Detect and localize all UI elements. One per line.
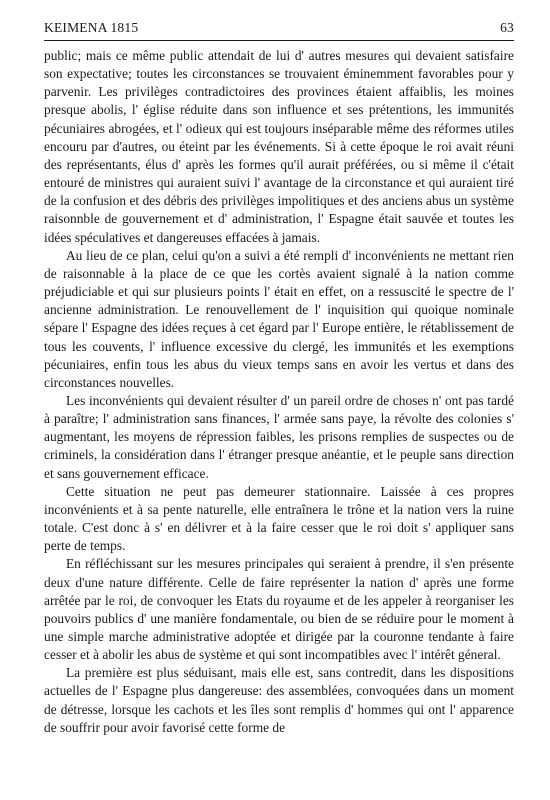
header-rule <box>44 40 514 41</box>
paragraph-5: En réfléchissant sur les mesures principales qui seraient à prendre, il s'en présente deux d'une nature différente. Celle de faire représenter la nation d' après une forme arrêtée par le roi, de convoquer les Etats du royaume et de les appeler à reorganiser les pouvoirs publics d' une manière fondamentale, ou bien de se réduire pour le moment à une simple marche administrative adoptée et dirigée par la couronne tendante à faire cesser et à abolir les abus de système et qui sont incompatibles avec l' intérêt géneral. <box>44 556 514 663</box>
body-text <box>44 47 514 737</box>
paragraph-4: Cette situation ne peut pas demeurer stationnaire. Laissée à ces propres inconvénients et à sa pente naturelle, elle entraînera le trône et la nation vers la ruine totale. C'est donc à s' en délivrer et à la faire cesser que le roi doit s' appliquer sans perte de temps. <box>44 483 514 554</box>
page-number: 63 <box>500 20 514 35</box>
paragraph-6: La première est plus séduisant, mais elle est, sans contredit, dans les dispositions actuelles de l' Espagne plus dangereuse: des assemblées, convoquées dans un moment de détresse, lorsque les cachots et les îles sont remplis d' hommes qui ont l' apparence de souffrir pour avoir favorisé cette forme de <box>44 665 514 735</box>
paragraph-1: public; mais ce même public attendait de lui d' autres mesures qui devaient satisfaire son expectative; toutes les circonstances se trouvaient éminemment favorables pour y parvenir. Les privilèges contradictoires des provinces étaient affaiblis, les moines presque abolis, l' église réduite dans son influence et ses prétentions, les immunités pécuniaires abrogées, et l' odieux qui est toujours inséparable même des réformes utiles encouru par d'autres, ou éteint par les événements. Si à cette époque le roi avait réuni des représentants, élus d' après les formes qu'il aurait préférées, ou si même il c'était entouré de ministres qui auraient suivi l' avantage de la circonstance et qui auraient tiré de la confusion et des débris des privilèges impolitiques et des anciens abus un système raisonnble de gouvernement et d' administration, l' Espagne était sauvée et toutes les idées spéculatives et dangereuses effacées à jamais. <box>44 48 514 245</box>
paragraph-3: Les inconvénients qui devaient résulter d' un pareil ordre de choses n' ont pas tardé à paraître; l' administration sans finances, l' armée sans paye, la révolte des colonies s' augmentant, les moyens de répression faibles, les prisons remplies de suspectes ou de criminels, la considération dans l' étranger presque anéantie, et le peuple sans direction et sans gouvernement efficace. <box>44 392 514 481</box>
page-header <box>44 20 514 38</box>
paragraph-2: Au lieu de ce plan, celui qu'on a suivi a été rempli d' inconvénients ne mettant rien de raisonnable à la place de ce que les cortès avaient signalé à la nation comme préjudiciable et qui sur plusieurs points l' était en effet, on a ressuscité le spectre de l' ancienne administration. Le renouvellement de l' inquisition qui quoique nominale sépare l' Espagne des idées reçues à cet égard par l' Europe entière, le rétablissement de tous les couvents, l' influence excessive du clergé, les immunités et les exemptions pécuniaires, enfin tous les abus du vieux temps sans en avoir les vertus et dans des circonstances nouvelles. <box>44 247 514 390</box>
running-title: KEIMENA 1815 <box>44 20 139 35</box>
